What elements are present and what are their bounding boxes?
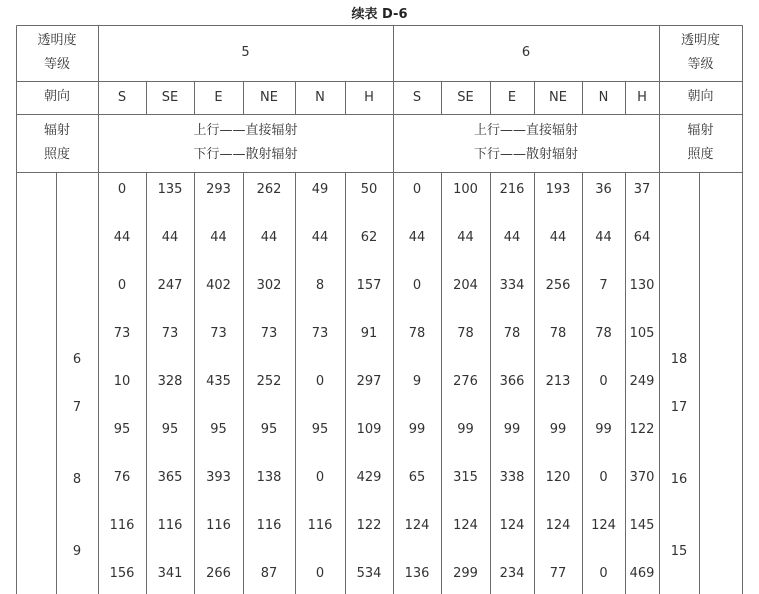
value-5-r4-n: 0: [315, 374, 325, 389]
radiation-label-right: 辐射 照度: [687, 123, 714, 162]
value-6-r1-h: 64: [633, 230, 651, 245]
value-5-r5-ne: 95: [260, 422, 278, 437]
value-6-r3-ne: 78: [549, 326, 567, 341]
transparency-level-6: 6: [521, 45, 531, 60]
value-6-r5-ne: 99: [549, 422, 567, 437]
value-6-r2-ne: 256: [545, 278, 571, 293]
value-6-r6-se: 315: [453, 470, 478, 485]
value-5-r4-ne: 252: [256, 374, 282, 389]
value-5-r6-s: 76: [113, 470, 131, 485]
value-6-r8-e: 234: [499, 566, 525, 581]
value-6-r5-n: 99: [595, 422, 612, 437]
value-5-r7-n: 116: [307, 518, 333, 533]
value-5-r7-se: 116: [157, 518, 183, 533]
hour-label-right: 15: [670, 544, 688, 559]
value-6-r5-e: 99: [503, 422, 521, 437]
hour-label-left: 9: [72, 544, 82, 559]
value-5-r8-h: 534: [356, 566, 382, 581]
value-5-r6-ne: 138: [256, 470, 282, 485]
value-5-r1-n: 44: [311, 230, 329, 245]
value-5-r8-se: 341: [157, 566, 183, 581]
value-6-r5-h: 122: [629, 422, 655, 437]
transparency-level-5: 5: [241, 45, 250, 60]
value-6-r5-s: 99: [408, 422, 426, 437]
value-5-r4-h: 297: [356, 374, 382, 389]
value-6-r7-s: 124: [404, 518, 430, 533]
value-6-r6-s: 65: [408, 470, 426, 485]
direction-5-se: SE: [161, 90, 179, 105]
value-5-r6-h: 429: [356, 470, 382, 485]
value-5-r5-e: 95: [210, 422, 227, 437]
value-6-r4-h: 249: [629, 374, 655, 389]
value-5-r2-s: 0: [117, 278, 127, 293]
radiation-label-left: 辐射 照度: [43, 123, 70, 162]
value-5-r5-s: 95: [113, 422, 131, 437]
value-6-r6-n: 0: [599, 470, 608, 485]
value-6-r8-se: 299: [453, 566, 478, 581]
value-6-r8-h: 469: [629, 566, 655, 581]
value-6-r0-n: 36: [595, 182, 612, 197]
direction-5-ne: NE: [260, 90, 278, 105]
value-5-r6-e: 393: [206, 470, 231, 485]
value-6-r3-se: 78: [457, 326, 474, 341]
value-5-r2-e: 402: [206, 278, 231, 293]
value-5-r8-e: 266: [206, 566, 231, 581]
direction-6-se: SE: [457, 90, 474, 105]
value-6-r3-n: 78: [595, 326, 612, 341]
value-5-r0-s: 0: [117, 182, 127, 197]
value-6-r6-e: 338: [499, 470, 525, 485]
value-5-r3-se: 73: [161, 326, 179, 341]
value-5-r3-s: 73: [113, 326, 131, 341]
hour-label-right: 18: [670, 352, 688, 367]
value-6-r2-se: 204: [453, 278, 478, 293]
value-6-r1-n: 44: [595, 230, 612, 245]
value-5-r2-n: 8: [315, 278, 325, 293]
value-6-r2-h: 130: [629, 278, 655, 293]
value-6-r1-se: 44: [457, 230, 474, 245]
value-5-r4-se: 328: [157, 374, 183, 389]
value-6-r0-h: 37: [633, 182, 651, 197]
value-6-r2-n: 7: [599, 278, 608, 293]
value-5-r5-n: 95: [311, 422, 329, 437]
direction-5-h: H: [364, 90, 374, 105]
hour-label-right: 17: [670, 400, 688, 415]
value-6-r0-se: 100: [453, 182, 478, 197]
direction-6-h: H: [637, 90, 647, 105]
transparency-label-right: 透明度 等级: [680, 33, 720, 72]
direction-6-e: E: [507, 90, 517, 105]
value-5-r7-s: 116: [109, 518, 135, 533]
value-5-r1-se: 44: [161, 230, 179, 245]
value-5-r3-e: 73: [210, 326, 227, 341]
value-5-r1-s: 44: [113, 230, 131, 245]
value-6-r2-e: 334: [499, 278, 525, 293]
value-6-r0-e: 216: [499, 182, 525, 197]
value-6-r1-s: 44: [408, 230, 426, 245]
value-6-r0-ne: 193: [545, 182, 571, 197]
value-6-r3-e: 78: [503, 326, 521, 341]
value-5-r0-ne: 262: [256, 182, 282, 197]
transparency-label-left: 透明度 等级: [37, 33, 77, 72]
direction-6-ne: NE: [549, 90, 567, 105]
legend-5: 上行——直接辐射 下行——散射辐射: [193, 123, 298, 162]
value-5-r7-h: 122: [356, 518, 382, 533]
value-5-r7-ne: 116: [256, 518, 282, 533]
value-5-r5-se: 95: [161, 422, 179, 437]
value-6-r3-s: 78: [408, 326, 426, 341]
value-5-r2-ne: 302: [256, 278, 282, 293]
hour-label-left: 7: [72, 400, 82, 415]
value-6-r4-n: 0: [599, 374, 608, 389]
direction-label-right: 朝向: [687, 89, 714, 104]
value-5-r2-h: 157: [356, 278, 382, 293]
direction-5-s: S: [117, 90, 127, 105]
value-6-r8-ne: 77: [549, 566, 567, 581]
value-6-r6-ne: 120: [545, 470, 571, 485]
value-6-r8-n: 0: [599, 566, 608, 581]
value-5-r5-h: 109: [356, 422, 382, 437]
value-6-r4-se: 276: [453, 374, 478, 389]
direction-label-left: 朝向: [43, 89, 70, 104]
hour-label-right: 16: [670, 472, 688, 487]
value-6-r7-e: 124: [499, 518, 525, 533]
value-5-r0-n: 49: [311, 182, 329, 197]
value-5-r3-h: 91: [360, 326, 378, 341]
value-5-r8-ne: 87: [260, 566, 278, 581]
legend-6: 上行——直接辐射 下行——散射辐射: [473, 123, 578, 162]
value-6-r3-h: 105: [629, 326, 655, 341]
direction-6-n: N: [598, 90, 609, 105]
value-5-r4-e: 435: [206, 374, 231, 389]
value-6-r4-s: 9: [412, 374, 422, 389]
value-5-r4-s: 10: [113, 374, 131, 389]
value-6-r5-se: 99: [457, 422, 474, 437]
value-5-r6-se: 365: [157, 470, 183, 485]
value-6-r0-s: 0: [412, 182, 422, 197]
value-6-r8-s: 136: [404, 566, 430, 581]
value-5-r3-n: 73: [311, 326, 329, 341]
value-5-r0-se: 135: [157, 182, 183, 197]
hour-label-left: 6: [72, 352, 82, 367]
direction-6-s: S: [412, 90, 422, 105]
value-5-r1-h: 62: [360, 230, 378, 245]
value-5-r1-ne: 44: [260, 230, 278, 245]
value-6-r7-ne: 124: [545, 518, 571, 533]
direction-5-n: N: [315, 90, 325, 105]
value-6-r7-h: 145: [629, 518, 655, 533]
direction-5-e: E: [214, 90, 223, 105]
value-5-r1-e: 44: [210, 230, 227, 245]
value-6-r4-ne: 213: [545, 374, 571, 389]
value-5-r8-s: 156: [109, 566, 135, 581]
hour-label-left: 8: [72, 472, 82, 487]
page-title: 续表 D-6: [351, 7, 408, 22]
value-6-r1-ne: 44: [549, 230, 567, 245]
value-6-r6-h: 370: [629, 470, 655, 485]
value-5-r0-h: 50: [360, 182, 378, 197]
value-6-r1-e: 44: [503, 230, 521, 245]
value-6-r7-se: 124: [453, 518, 478, 533]
value-5-r3-ne: 73: [260, 326, 278, 341]
value-5-r7-e: 116: [206, 518, 231, 533]
value-6-r2-s: 0: [412, 278, 422, 293]
value-5-r0-e: 293: [206, 182, 231, 197]
value-6-r7-n: 124: [591, 518, 616, 533]
value-6-r4-e: 366: [499, 374, 525, 389]
value-5-r2-se: 247: [157, 278, 183, 293]
value-5-r6-n: 0: [315, 470, 325, 485]
value-5-r8-n: 0: [315, 566, 325, 581]
